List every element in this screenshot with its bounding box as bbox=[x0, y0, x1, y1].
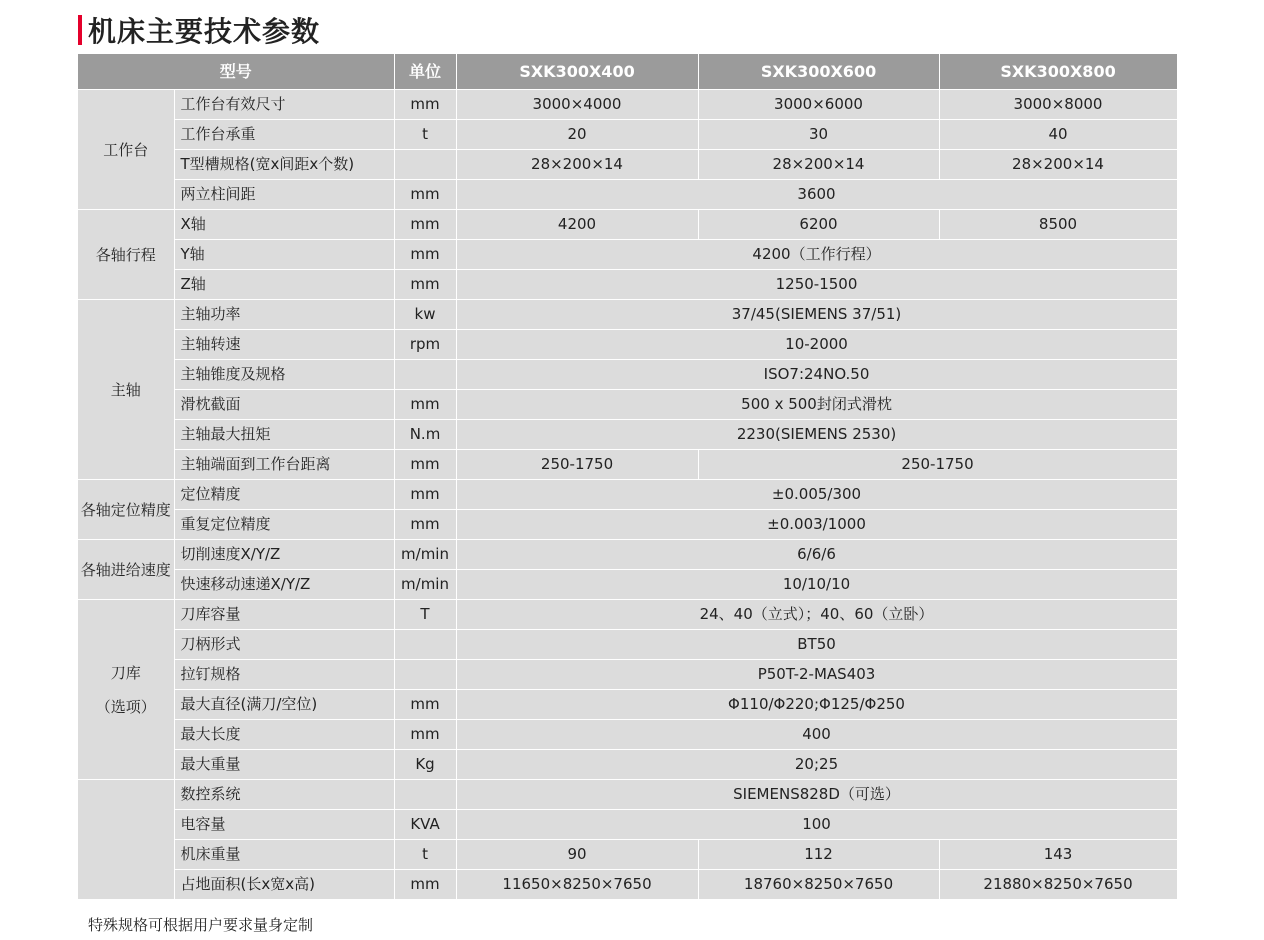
page-title: 机床主要技术参数 bbox=[88, 15, 321, 48]
value-cell-merged: 2230(SIEMENS 2530) bbox=[456, 420, 1177, 450]
header-model-2: SXK300X600 bbox=[698, 54, 939, 90]
param-label: 定位精度 bbox=[174, 480, 394, 510]
value-cell-merged: 24、40（立式）；40、60（立卧） bbox=[456, 600, 1177, 630]
table-row bbox=[78, 630, 1177, 660]
value-cell: 11650×8250×7650 bbox=[456, 870, 698, 900]
param-label: 滑枕截面 bbox=[174, 390, 394, 420]
unit-cell: m/min bbox=[394, 540, 456, 570]
unit-cell: mm bbox=[394, 180, 456, 210]
unit-cell: KVA bbox=[394, 810, 456, 840]
param-label: Y轴 bbox=[174, 240, 394, 270]
param-label: 切削速度X/Y/Z bbox=[174, 540, 394, 570]
param-label: 工作台承重 bbox=[174, 120, 394, 150]
group-worktable: 工作台 bbox=[78, 90, 174, 210]
header-unit: 单位 bbox=[394, 54, 456, 90]
table-row bbox=[78, 600, 1177, 630]
param-label: 最大长度 bbox=[174, 720, 394, 750]
header-model-3: SXK300X800 bbox=[939, 54, 1177, 90]
unit-cell: mm bbox=[394, 390, 456, 420]
table-row bbox=[78, 240, 1177, 270]
unit-cell: mm bbox=[394, 270, 456, 300]
value-cell: 40 bbox=[939, 120, 1177, 150]
unit-cell: mm bbox=[394, 240, 456, 270]
unit-cell: mm bbox=[394, 210, 456, 240]
unit-cell bbox=[394, 780, 456, 810]
value-cell: 3000×4000 bbox=[456, 90, 698, 120]
value-cell-merged: P50T-2-MAS403 bbox=[456, 660, 1177, 690]
param-label: 主轴功率 bbox=[174, 300, 394, 330]
value-cell-merged: 1250-1500 bbox=[456, 270, 1177, 300]
value-cell-merged: 250-1750 bbox=[698, 450, 1177, 480]
group-accuracy: 各轴定位精度 bbox=[78, 480, 174, 540]
param-label: 主轴转速 bbox=[174, 330, 394, 360]
param-label: 刀库容量 bbox=[174, 600, 394, 630]
unit-cell: N.m bbox=[394, 420, 456, 450]
group-spindle: 主轴 bbox=[78, 300, 174, 480]
table-row bbox=[78, 510, 1177, 540]
value-cell: 8500 bbox=[939, 210, 1177, 240]
value-cell: 90 bbox=[456, 840, 698, 870]
unit-cell bbox=[394, 150, 456, 180]
param-label: 工作台有效尺寸 bbox=[174, 90, 394, 120]
value-cell-merged: 400 bbox=[456, 720, 1177, 750]
footnote: 特殊规格可根据用户要求量身定制 bbox=[88, 916, 314, 934]
unit-cell: T bbox=[394, 600, 456, 630]
value-cell: 21880×8250×7650 bbox=[939, 870, 1177, 900]
unit-cell: mm bbox=[394, 870, 456, 900]
value-cell-merged: ±0.003/1000 bbox=[456, 510, 1177, 540]
unit-cell: Kg bbox=[394, 750, 456, 780]
value-cell: 28×200×14 bbox=[939, 150, 1177, 180]
value-cell: 28×200×14 bbox=[456, 150, 698, 180]
value-cell-merged: 500 x 500封闭式滑枕 bbox=[456, 390, 1177, 420]
param-label: 主轴锥度及规格 bbox=[174, 360, 394, 390]
value-cell: 3000×6000 bbox=[698, 90, 939, 120]
group-other bbox=[78, 780, 174, 900]
unit-cell: mm bbox=[394, 720, 456, 750]
page-title-block bbox=[78, 10, 320, 50]
table-row bbox=[78, 120, 1177, 150]
unit-cell bbox=[394, 360, 456, 390]
table-header-row bbox=[78, 54, 1177, 90]
value-cell: 18760×8250×7650 bbox=[698, 870, 939, 900]
value-cell-merged: ±0.005/300 bbox=[456, 480, 1177, 510]
param-label: X轴 bbox=[174, 210, 394, 240]
group-tool-magazine-label: 刀库 bbox=[110, 663, 141, 682]
table-row bbox=[78, 570, 1177, 600]
value-cell-merged: 100 bbox=[456, 810, 1177, 840]
table-row bbox=[78, 360, 1177, 390]
unit-cell: mm bbox=[394, 90, 456, 120]
param-label: 数控系统 bbox=[174, 780, 394, 810]
param-label: 最大重量 bbox=[174, 750, 394, 780]
spec-table bbox=[78, 54, 1178, 900]
table-row bbox=[78, 330, 1177, 360]
value-cell-merged: BT50 bbox=[456, 630, 1177, 660]
group-tool-magazine bbox=[78, 600, 174, 780]
unit-cell: mm bbox=[394, 480, 456, 510]
param-label: 主轴最大扭矩 bbox=[174, 420, 394, 450]
table-row bbox=[78, 810, 1177, 840]
value-cell: 20 bbox=[456, 120, 698, 150]
table-row bbox=[78, 270, 1177, 300]
group-tool-magazine-note: （选项） bbox=[95, 697, 156, 716]
group-travel: 各轴行程 bbox=[78, 210, 174, 300]
value-cell: 112 bbox=[698, 840, 939, 870]
table-row bbox=[78, 540, 1177, 570]
param-label: Z轴 bbox=[174, 270, 394, 300]
table-row bbox=[78, 420, 1177, 450]
value-cell: 6200 bbox=[698, 210, 939, 240]
unit-cell: kw bbox=[394, 300, 456, 330]
param-label: 最大直径(满刀/空位) bbox=[174, 690, 394, 720]
param-label: T型槽规格(宽x间距x个数) bbox=[174, 150, 394, 180]
unit-cell bbox=[394, 660, 456, 690]
unit-cell: mm bbox=[394, 690, 456, 720]
value-cell-merged: 37/45(SIEMENS 37/51) bbox=[456, 300, 1177, 330]
unit-cell: t bbox=[394, 120, 456, 150]
value-cell: 3000×8000 bbox=[939, 90, 1177, 120]
value-cell: 30 bbox=[698, 120, 939, 150]
param-label: 刀柄形式 bbox=[174, 630, 394, 660]
unit-cell: m/min bbox=[394, 570, 456, 600]
param-label: 拉钉规格 bbox=[174, 660, 394, 690]
table-row bbox=[78, 840, 1177, 870]
header-model: 型号 bbox=[78, 54, 394, 90]
value-cell-merged: ISO7:24NO.50 bbox=[456, 360, 1177, 390]
value-cell-merged: 3600 bbox=[456, 180, 1177, 210]
value-cell-merged: 6/6/6 bbox=[456, 540, 1177, 570]
value-cell: 143 bbox=[939, 840, 1177, 870]
param-label: 快速移动速递X/Y/Z bbox=[174, 570, 394, 600]
param-label: 占地面积(长x宽x高) bbox=[174, 870, 394, 900]
param-label: 重复定位精度 bbox=[174, 510, 394, 540]
title-accent-bar bbox=[78, 15, 82, 45]
param-label: 机床重量 bbox=[174, 840, 394, 870]
table-row bbox=[78, 690, 1177, 720]
unit-cell bbox=[394, 630, 456, 660]
table-row bbox=[78, 150, 1177, 180]
header-model-1: SXK300X400 bbox=[456, 54, 698, 90]
table-row bbox=[78, 390, 1177, 420]
table-row bbox=[78, 210, 1177, 240]
table-row bbox=[78, 90, 1177, 120]
param-label: 主轴端面到工作台距离 bbox=[174, 450, 394, 480]
table-row bbox=[78, 720, 1177, 750]
table-row bbox=[78, 450, 1177, 480]
table-row bbox=[78, 300, 1177, 330]
param-label: 两立柱间距 bbox=[174, 180, 394, 210]
value-cell-merged: SIEMENS828D（可选） bbox=[456, 780, 1177, 810]
unit-cell: rpm bbox=[394, 330, 456, 360]
value-cell-merged: 4200（工作行程） bbox=[456, 240, 1177, 270]
value-cell-merged: 10-2000 bbox=[456, 330, 1177, 360]
value-cell: 4200 bbox=[456, 210, 698, 240]
value-cell: 250-1750 bbox=[456, 450, 698, 480]
value-cell-merged: 10/10/10 bbox=[456, 570, 1177, 600]
value-cell-merged: Φ110/Φ220;Φ125/Φ250 bbox=[456, 690, 1177, 720]
unit-cell: t bbox=[394, 840, 456, 870]
table-row bbox=[78, 480, 1177, 510]
table-row bbox=[78, 870, 1177, 900]
value-cell-merged: 20;25 bbox=[456, 750, 1177, 780]
table-row bbox=[78, 750, 1177, 780]
table-row bbox=[78, 660, 1177, 690]
table-row bbox=[78, 780, 1177, 810]
param-label: 电容量 bbox=[174, 810, 394, 840]
value-cell: 28×200×14 bbox=[698, 150, 939, 180]
unit-cell: mm bbox=[394, 450, 456, 480]
group-feed: 各轴进给速度 bbox=[78, 540, 174, 600]
unit-cell: mm bbox=[394, 510, 456, 540]
table-row bbox=[78, 180, 1177, 210]
